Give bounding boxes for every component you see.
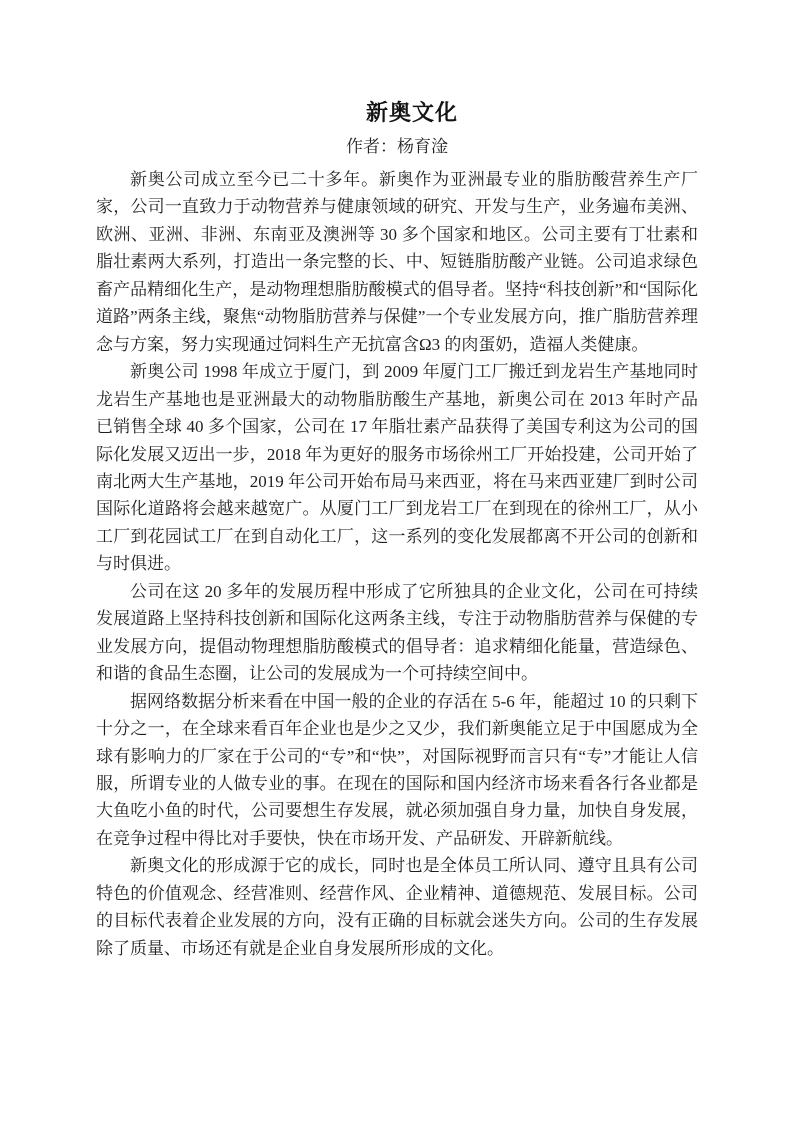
author-line: 作者：杨育淦 <box>346 137 448 156</box>
document-content <box>96 98 698 962</box>
paragraph: 公司在这 20 多年的发展历程中形成了它所独具的企业文化，公司在可持续发展道路上坚持科技创新和国际化这两条主线，专注于动物脂肪营养与保健的专业发展方向，提倡动物理想脂肪酸模式的倡导者：追求精细化能量，营造绿色、和谐的食品生态圈，让公司的发展成为一个可持续空间中。 <box>96 581 698 684</box>
document-body <box>96 166 698 962</box>
paragraph: 据网络数据分析来看在中国一般的企业的存活在 5-6 年，能超过 10 的只剩下十分之一，在全球来看百年企业也是少之又少，我们新奥能立足于中国愿成为全球有影响力的厂家在于公司的“专”和“快”，对国际视野而言只有“专”才能让人信服，所谓专业的人做专业的事。在现在的国际和国内经济市场来看各行各业都是大鱼吃小鱼的时代，公司要想生存发展，就必须加强自身力量，加快自身发展，在竞争过程中得比对手要快，快在市场开发、产品研发、开辟新航线。 <box>96 691 698 848</box>
page-title: 新奥文化 <box>365 100 458 125</box>
paragraph: 新奥文化的形成源于它的成长，同时也是全体员工所认同、遵守且具有公司特色的价值观念、经营准则、经营作风、企业精神、道德规范、发展目标。公司的目标代表着企业发展的方向，没有正确的目标就会迷失方向。公司的生存发展除了质量、市场还有就是企业自身发展所形成的文化。 <box>96 856 698 958</box>
paragraph: 新奥公司成立至今已二十多年。新奥作为亚洲最专业的脂肪酸营养生产厂家，公司一直致力于动物营养与健康领域的研究、开发与生产，业务遍布美洲、欧洲、亚洲、非洲、东南亚及澳洲等 30 多个国家和地区。公司主要有丁壮素和脂壮素两大系列，打造出一条完整的长、中、短链脂肪酸产业链。公司追求绿色畜产品精细化生产，是动物理想脂肪酸模式的倡导者。坚持“科技创新”和“国际化道路”两条主线，聚焦“动物脂肪营养与保健”一个专业发展方向，推广脂肪营养理念与方案，努力实现通过饲料生产无抗富含Ω3 的肉蛋奶，造福人类健康。 <box>96 170 698 354</box>
paragraph: 新奥公司 1998 年成立于厦门，到 2009 年厦门工厂搬迁到龙岩生产基地同时龙岩生产基地也是亚洲最大的动物脂肪酸生产基地，新奥公司在 2013 年时产品已销售全球 40 多个国家，公司在 17 年脂壮素产品获得了美国专利这为公司的国际化发展又迈出一步，2018 年为更好的服务市场徐州工厂开始投建，公司开始了南北两大生产基地，2019 年公司开始布局马来西亚，将在马来西亚建厂到时公司国际化道路将会越来越宽广。从厦门工厂到龙岩工厂在到现在的徐州工厂，从小工厂到花园试工厂在到自动化工厂，这一系列的变化发展都离不开公司的创新和与时俱进。 <box>96 362 698 574</box>
